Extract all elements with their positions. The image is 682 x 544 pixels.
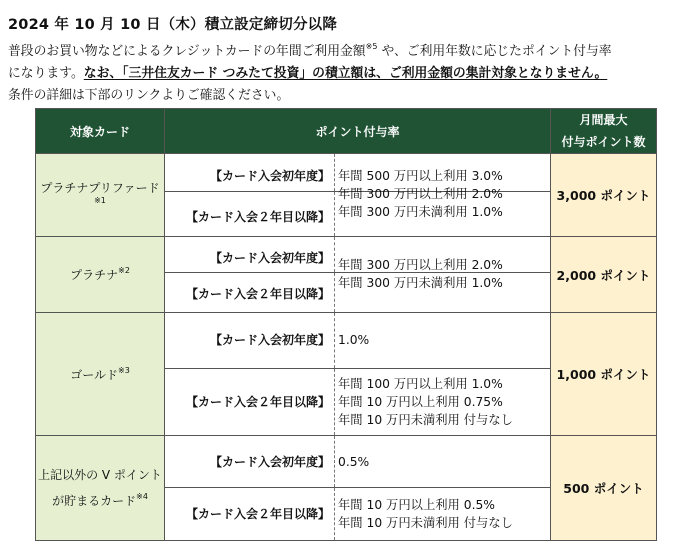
page-heading: 2024 年 10 月 10 日（木）積立設定締切分以降 [8,17,338,33]
rate-line: 年間 10 万円以上利用 0.5% [338,498,495,512]
intro-text: や、ご利用年数に応じたポイント付与率 [377,44,612,59]
point-rate-table [35,108,657,541]
table-row [36,237,657,313]
rate-list [338,167,503,221]
rate-subrow-second-year [165,368,550,435]
footnote-ref-5: ※5 [365,42,378,51]
rate-line: 年間 300 万円未満利用 1.0% [338,276,503,290]
second-year-label: 【カード入会２年目以降】 [165,192,335,236]
header-card: 対象カード [36,109,165,154]
footnote-ref: ※1 [94,195,106,205]
card-name-line1: 上記以外の V ポイント [38,468,162,482]
rate-cell [165,237,551,313]
max-points-cell: 500 ポイント [551,436,657,541]
rate-cell [165,313,551,436]
rate-line: 年間 100 万円以上利用 1.0% [338,377,503,391]
rate-list [335,369,550,435]
rate-line: 年間 300 万円以上利用 2.0% [338,187,503,201]
card-name: プラチナ [70,268,119,282]
rate-line: 年間 10 万円以上利用 0.75% [338,395,503,409]
rate-line: 年間 10 万円未満利用 付与なし [338,413,513,427]
rate-cell [165,154,551,237]
card-name: ゴールド [70,367,118,382]
rate-subrow-first-year [165,313,550,368]
max-points-cell: 1,000 ポイント [551,313,657,436]
first-year-label: 【カード入会初年度】 [165,154,335,191]
card-name-cell [36,154,165,237]
rate-subrow-second-year [165,487,550,540]
rate-line: 年間 500 万円以上利用 3.0% [338,169,503,183]
table-row [36,436,657,541]
intro-notice: なお、「三井住友カード つみたて投資」の積立額は、ご利用金額の集計対象となりません。 [83,66,608,81]
rate-line: 年間 10 万円未満利用 付与なし [338,516,513,530]
header-max-line1: 月間最大 [579,113,628,127]
intro-line-3: 条件の詳細は下部のリンクよりご確認ください。 [8,88,290,103]
first-year-label: 【カード入会初年度】 [165,313,335,368]
header-max-line2: 付与ポイント数 [561,135,646,149]
card-name-cell [36,237,165,313]
footnote-ref: ※2 [118,266,130,275]
card-name: プラチナプリファード [40,180,160,195]
first-year-label: 【カード入会初年度】 [165,436,335,487]
second-year-label: 【カード入会２年目以降】 [165,488,335,540]
table-row [36,154,657,237]
footnote-ref: ※3 [117,365,130,375]
intro-line-1 [8,40,612,59]
card-name-cell [36,436,165,541]
footnote-ref: ※4 [136,492,148,501]
second-year-label: 【カード入会２年目以降】 [165,369,335,435]
first-year-rate: 0.5% [338,455,370,469]
first-year-label: 【カード入会初年度】 [165,237,335,272]
table-header-row [36,109,657,154]
intro-text: 普段のお買い物などによるクレジットカードの年間ご利用金額 [8,44,366,59]
rate-subrow-first-year [165,436,550,487]
header-max-points [551,109,657,154]
rate-list [335,488,550,540]
intro-text: になります。 [8,66,84,81]
first-year-rate: 1.0% [338,333,370,347]
rate-cell [165,436,551,541]
rate-list [338,256,503,292]
intro-line-2 [8,62,607,81]
rate-line: 年間 300 万円以上利用 2.0% [338,258,503,272]
table-row [36,313,657,436]
max-points-cell: 3,000 ポイント [551,154,657,237]
card-name-line2: が貯まるカード [52,494,137,508]
max-points-cell: 2,000 ポイント [551,237,657,313]
rate-line: 年間 300 万円未満利用 1.0% [338,205,503,219]
header-rate: ポイント付与率 [165,109,551,154]
second-year-label: 【カード入会２年目以降】 [165,273,335,312]
card-name-cell [36,313,165,436]
